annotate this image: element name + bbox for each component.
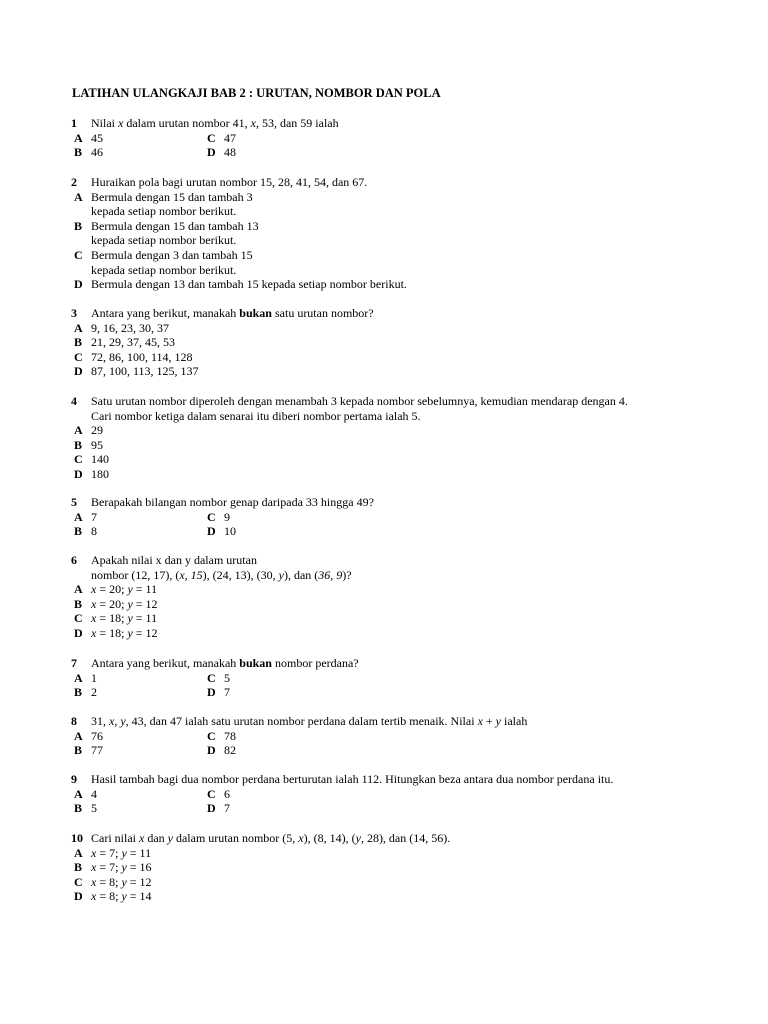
question-text xyxy=(91,568,352,582)
option-text xyxy=(224,787,230,801)
text-run: x xyxy=(250,116,256,130)
text-run: y xyxy=(495,714,501,728)
question-text xyxy=(91,831,450,845)
text-run: Nilai xyxy=(91,116,118,130)
option-text xyxy=(91,452,109,466)
text-run: 9, 16, 23, 30, 37 xyxy=(91,320,169,335)
text-run: kepada setiap nombor berikut. xyxy=(91,233,237,248)
option-text xyxy=(91,787,97,801)
text-run: 7 xyxy=(224,801,230,816)
text-run: y xyxy=(121,889,127,904)
question-number: 7 xyxy=(71,656,77,670)
text-run: x xyxy=(91,845,97,860)
text-run: 6 xyxy=(224,786,230,801)
option-text xyxy=(224,524,236,538)
text-run: 72, 86, 100, 114, 128 xyxy=(91,349,193,364)
text-run: x xyxy=(298,831,304,845)
option-text xyxy=(91,219,259,233)
option-label: B xyxy=(74,860,83,875)
option-text xyxy=(91,364,199,378)
text-run: 47 xyxy=(224,130,236,145)
option-label: A xyxy=(74,189,83,204)
option-label: A xyxy=(74,845,83,860)
text-run: 4 xyxy=(91,786,97,801)
text-run: Cari nilai xyxy=(91,831,139,845)
text-run: Bermula dengan 15 dan tambah 3 xyxy=(91,189,253,204)
option-label: A xyxy=(74,320,83,335)
text-run: y xyxy=(127,582,133,597)
text-run: satu urutan nombor? xyxy=(271,306,374,320)
text-run: = 20; xyxy=(96,596,128,611)
text-run: 36, 9 xyxy=(318,567,343,582)
text-run: 9 xyxy=(224,509,230,524)
option-text xyxy=(224,131,236,145)
option-label: C xyxy=(74,611,83,626)
option-text xyxy=(91,423,103,437)
text-run: )? xyxy=(342,567,352,582)
text-run: y xyxy=(355,831,361,845)
option-label: D xyxy=(74,889,83,904)
option-text xyxy=(224,801,230,815)
text-run: 5 xyxy=(91,801,97,816)
option-text xyxy=(91,131,103,145)
text-run: , 43, dan 47 ialah satu urutan nombor perdana dalam tertib menaik. Nilai xyxy=(125,714,478,728)
option-label: A xyxy=(74,130,83,145)
option-text xyxy=(91,524,97,538)
text-run: ), dan ( xyxy=(283,567,319,582)
text-run: bukan xyxy=(239,656,272,670)
text-run: 7 xyxy=(224,685,230,700)
option-text xyxy=(224,145,236,159)
option-text xyxy=(91,321,169,335)
option-text xyxy=(91,860,152,874)
option-label: D xyxy=(74,467,83,481)
option-label: B xyxy=(74,145,83,160)
text-run: 10 xyxy=(224,524,236,539)
text-run: + xyxy=(482,714,496,728)
text-run: Bermula dengan 15 dan tambah 13 xyxy=(91,218,259,233)
option-label: C xyxy=(207,670,216,685)
option-label: D xyxy=(74,364,83,379)
text-run: dalam urutan nombor (5, xyxy=(172,831,299,845)
option-label: D xyxy=(207,801,216,816)
option-label: D xyxy=(207,145,216,160)
text-run: 48 xyxy=(224,145,236,160)
text-run: Huraikan pola bagi urutan nombor 15, 28, 41, 54, dan 67. xyxy=(91,175,368,189)
text-run: 82 xyxy=(224,743,236,758)
question-number: 10 xyxy=(71,831,83,845)
option-text xyxy=(91,729,103,743)
text-run: 180 xyxy=(91,467,109,481)
text-run: 1 xyxy=(91,670,97,685)
question-number: 1 xyxy=(71,116,77,130)
text-run: Bermula dengan 3 dan tambah 15 xyxy=(91,248,253,262)
text-run: y xyxy=(120,714,126,728)
text-run: ialah xyxy=(501,714,528,728)
option-text xyxy=(91,626,158,640)
text-run: x xyxy=(91,860,97,875)
option-text xyxy=(224,671,230,685)
option-label: C xyxy=(207,130,216,145)
question-number: 3 xyxy=(71,306,77,320)
option-label: C xyxy=(207,509,216,524)
question-number: 4 xyxy=(71,394,77,408)
option-label: D xyxy=(74,626,83,640)
text-run: = 18; xyxy=(96,626,128,640)
text-run: Satu urutan nombor diperoleh dengan menambah 3 kepada nombor sebelumnya, kemudian mendarap dengan 4. xyxy=(91,394,628,408)
text-run: kepada setiap nombor berikut. xyxy=(91,204,237,219)
option-label: A xyxy=(74,670,83,685)
option-label: B xyxy=(74,801,83,816)
option-label: B xyxy=(74,596,83,611)
option-text xyxy=(91,510,97,524)
option-label: B xyxy=(74,524,83,539)
text-run: bukan xyxy=(239,306,272,320)
text-run: = 12 xyxy=(132,626,158,640)
text-run: 95 xyxy=(91,437,103,452)
option-text xyxy=(91,190,253,204)
question-text xyxy=(91,175,367,189)
text-run: = 12 xyxy=(126,874,152,889)
text-run: = 7; xyxy=(96,860,122,875)
worksheet-title: LATIHAN ULANGKAJI BAB 2 : URUTAN, NOMBOR DAN POLA xyxy=(72,86,441,100)
text-run: x xyxy=(477,714,483,728)
question-number: 6 xyxy=(71,553,77,567)
text-run: 77 xyxy=(91,743,103,758)
text-run: 5 xyxy=(224,670,230,685)
option-label: A xyxy=(74,728,83,743)
option-text-continued xyxy=(91,204,236,218)
option-text xyxy=(91,611,157,625)
text-run: 45 xyxy=(91,130,103,145)
question-text xyxy=(91,714,527,728)
option-label: B xyxy=(74,685,83,700)
text-run: 87, 100, 113, 125, 137 xyxy=(91,364,199,379)
question-text xyxy=(91,553,257,567)
text-run: Berapakah bilangan nombor genap daripada 33 hingga 49? xyxy=(91,495,374,509)
option-text-continued xyxy=(91,263,236,277)
text-run: dan xyxy=(144,831,168,845)
text-run: Hasil tambah bagi dua nombor perdana berturutan ialah 112. Hitungkan beza antara dua nombor perdana itu. xyxy=(91,772,614,786)
question-text xyxy=(91,656,359,670)
option-label: D xyxy=(207,524,216,539)
text-run: , 53, dan 59 ialah xyxy=(255,116,339,130)
text-run: kepada setiap nombor berikut. xyxy=(91,262,237,277)
text-run: x xyxy=(91,596,97,611)
option-text xyxy=(224,685,230,699)
text-run: = 8; xyxy=(96,874,122,889)
text-run: 46 xyxy=(91,145,103,160)
text-run: 8 xyxy=(91,524,97,539)
option-text xyxy=(91,277,407,291)
option-text xyxy=(91,671,97,685)
option-label: C xyxy=(207,786,216,801)
text-run: 78 xyxy=(224,728,236,743)
text-run: Cari nombor ketiga dalam senarai itu diberi nombor pertama ialah 5. xyxy=(91,408,421,423)
option-label: B xyxy=(74,218,83,233)
option-label: C xyxy=(74,452,83,467)
option-text xyxy=(91,582,157,596)
text-run: Antara yang berikut, manakah xyxy=(91,306,240,320)
text-run: ), (8, 14), ( xyxy=(303,831,356,845)
text-run: = 12 xyxy=(132,596,158,611)
text-run: y xyxy=(121,845,127,860)
text-run: x xyxy=(91,889,97,904)
option-text-continued xyxy=(91,233,236,247)
option-text xyxy=(224,729,236,743)
option-label: A xyxy=(74,582,83,597)
option-text xyxy=(91,846,151,860)
question-text xyxy=(91,306,374,320)
option-label: B xyxy=(74,335,83,350)
text-run: Bermula dengan 13 dan tambah 15 kepada setiap nombor berikut. xyxy=(91,277,407,292)
text-run: Antara yang berikut, manakah xyxy=(91,656,240,670)
text-run: x xyxy=(91,874,97,889)
text-run: 76 xyxy=(91,728,103,743)
option-text xyxy=(91,875,152,889)
text-run: 21, 29, 37, 45, 53 xyxy=(91,335,175,350)
text-run: , xyxy=(114,714,121,728)
option-text xyxy=(224,510,230,524)
text-run: y xyxy=(127,626,133,640)
option-text xyxy=(91,801,97,815)
option-label: C xyxy=(74,248,83,262)
option-text xyxy=(91,248,253,262)
text-run: x, 15 xyxy=(179,567,203,582)
text-run: 31, xyxy=(91,714,109,728)
text-run: = 11 xyxy=(132,582,158,597)
text-run: = 14 xyxy=(126,889,152,904)
option-label: B xyxy=(74,743,83,758)
text-run: x xyxy=(91,582,97,597)
option-text xyxy=(91,743,103,757)
text-run: y xyxy=(278,567,284,582)
text-run: y xyxy=(121,874,127,889)
text-run: 140 xyxy=(91,452,109,467)
question-text xyxy=(91,495,374,509)
text-run: y xyxy=(121,860,127,875)
option-label: B xyxy=(74,437,83,452)
option-label: A xyxy=(74,786,83,801)
question-number: 8 xyxy=(71,714,77,728)
text-run: , 28), dan (14, 56). xyxy=(360,831,451,845)
text-run: y xyxy=(127,611,133,626)
text-run: y xyxy=(167,831,173,845)
text-run: 29 xyxy=(91,423,103,438)
text-run: ), (24, 13), (30, xyxy=(202,567,279,582)
option-label: C xyxy=(207,728,216,743)
text-run: x xyxy=(118,116,124,130)
question-text xyxy=(91,116,339,130)
question-number: 9 xyxy=(71,772,77,786)
text-run: = 8; xyxy=(96,889,122,904)
text-run: nombor (12, 17), ( xyxy=(91,567,180,582)
question-text xyxy=(91,409,421,423)
text-run: 7 xyxy=(91,509,97,524)
option-label: D xyxy=(207,743,216,758)
text-run: x xyxy=(109,714,115,728)
option-text xyxy=(91,597,158,611)
option-label: A xyxy=(74,509,83,524)
text-run: = 11 xyxy=(126,845,152,860)
text-run: 2 xyxy=(91,685,97,700)
text-run: Apakah nilai x dan y dalam urutan xyxy=(91,553,257,567)
option-label: C xyxy=(74,349,83,364)
text-run: = 18; xyxy=(96,611,128,626)
option-label: C xyxy=(74,874,83,889)
option-text xyxy=(91,467,109,481)
option-text xyxy=(91,350,193,364)
option-text xyxy=(91,145,103,159)
text-run: y xyxy=(127,596,133,611)
option-text xyxy=(224,743,236,757)
text-run: x xyxy=(139,831,145,845)
option-text xyxy=(91,335,175,349)
text-run: x xyxy=(91,611,97,626)
option-label: D xyxy=(74,277,83,292)
option-text xyxy=(91,438,103,452)
question-number: 2 xyxy=(71,175,77,189)
question-text xyxy=(91,394,628,408)
text-run: = 20; xyxy=(96,582,128,597)
option-label: A xyxy=(74,423,83,438)
text-run: = 16 xyxy=(126,860,152,875)
option-label: D xyxy=(207,685,216,700)
text-run: = 11 xyxy=(132,611,158,626)
question-number: 5 xyxy=(71,495,77,509)
text-run: dalam urutan nombor 41, xyxy=(123,116,251,130)
text-run: x xyxy=(91,626,97,640)
text-run: = 7; xyxy=(96,845,122,860)
text-run: nombor perdana? xyxy=(271,656,359,670)
option-text xyxy=(91,685,97,699)
option-text xyxy=(91,889,152,903)
question-text xyxy=(91,772,613,786)
